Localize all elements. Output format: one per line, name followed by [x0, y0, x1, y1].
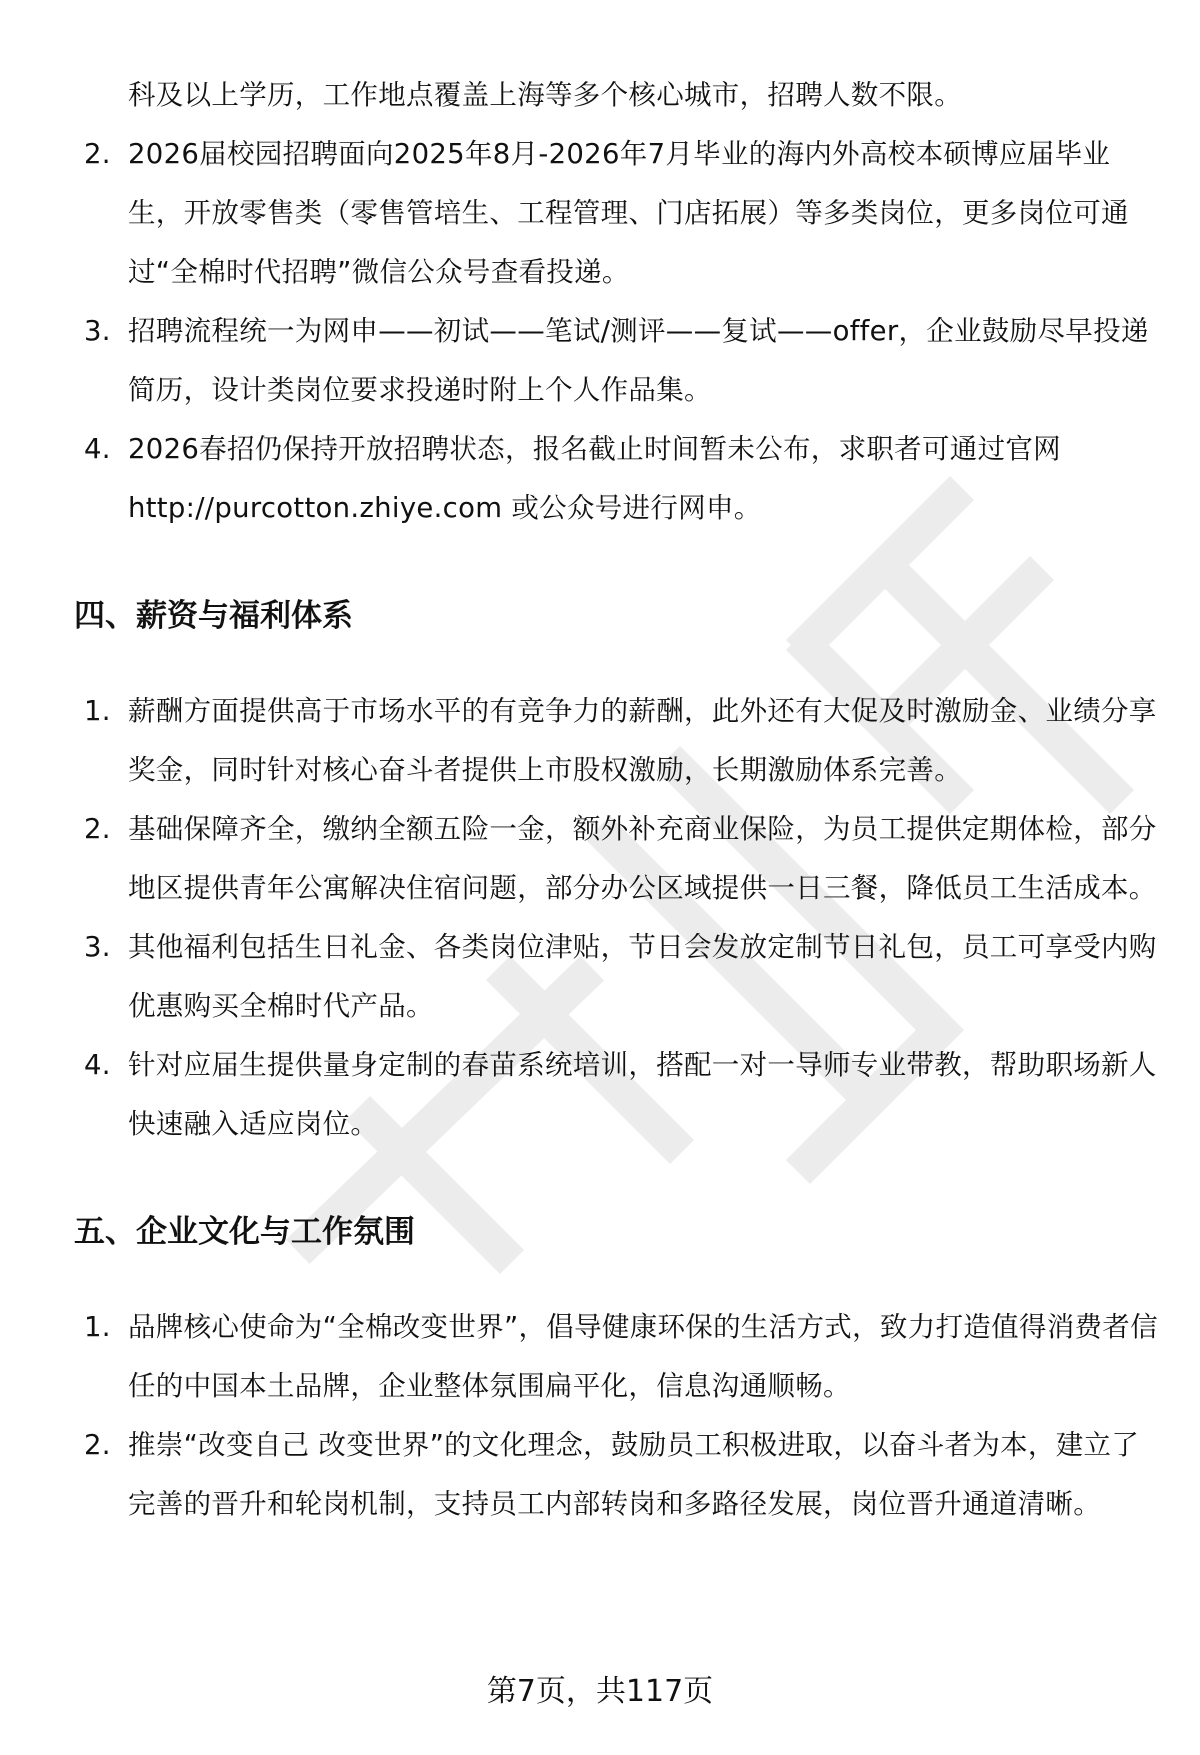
list-item-number: 2. [84, 813, 111, 845]
list-item [0, 682, 1200, 800]
list-item-number: 4. [84, 433, 111, 465]
list-item [0, 420, 1200, 538]
list-item-number: 2. [84, 138, 111, 170]
list-item-text: 针对应届生提供量身定制的春苗系统培训，搭配一对一导师专业带教，帮助职场新人快速融入适应岗位。 [128, 1049, 1157, 1140]
list-item-number: 1. [84, 695, 111, 727]
list-item-text: 2026届校园招聘面向2025年8月-2026年7月毕业的海内外高校本硕博应届毕业生，开放零售类（零售管培生、工程管理、门店拓展）等多类岗位，更多岗位可通过“全棉时代招聘”微信公众号查看投递。 [128, 138, 1129, 288]
section4-list [0, 682, 1200, 1154]
list-item-text: 基础保障齐全，缴纳全额五险一金，额外补充商业保险，为员工提供定期体检，部分地区提供青年公寓解决住宿问题，部分办公区域提供一日三餐，降低员工生活成本。 [128, 813, 1157, 904]
document-content [0, 66, 1200, 1534]
section-heading: 四、薪资与福利体系 [74, 598, 353, 634]
list-item-number: 4. [84, 1049, 111, 1081]
list-item-text: 薪酬方面提供高于市场水平的有竞争力的薪酬，此外还有大促及时激励金、业绩分享奖金，同时针对核心奋斗者提供上市股权激励，长期激励体系完善。 [128, 695, 1157, 786]
list-item-number: 3. [84, 931, 111, 963]
section5-list [0, 1298, 1200, 1534]
list-item [0, 918, 1200, 1036]
list-item [0, 1298, 1200, 1416]
list-item-number: 1. [84, 1311, 111, 1343]
list-item-text: 品牌核心使命为“全棉改变世界”，倡导健康环保的生活方式，致力打造值得消费者信任的中国本土品牌，企业整体氛围扁平化，信息沟通顺畅。 [128, 1311, 1158, 1402]
list-item [0, 125, 1200, 302]
list-item [0, 1036, 1200, 1154]
list-item [0, 800, 1200, 918]
list-item [0, 1416, 1200, 1534]
list-item [0, 302, 1200, 420]
list-item-text: 推崇“改变自己 改变世界”的文化理念，鼓励员工积极进取，以奋斗者为本，建立了完善的晋升和轮岗机制，支持员工内部转岗和多路径发展，岗位晋升通道清晰。 [128, 1429, 1140, 1520]
section-heading: 五、企业文化与工作氛围 [74, 1214, 415, 1250]
list-item-text: 其他福利包括生日礼金、各类岗位津贴，节日会发放定制节日礼包，员工可享受内购优惠购买全棉时代产品。 [128, 931, 1157, 1022]
list-item-continuation: 科及以上学历，工作地点覆盖上海等多个核心城市，招聘人数不限。 [128, 79, 962, 111]
list-item-number: 2. [84, 1429, 111, 1461]
page-footer: 第7页，共117页 [486, 1674, 714, 1709]
section3-list [0, 125, 1200, 538]
list-item-text: 招聘流程统一为网申——初试——笔试/测评——复试——offer，企业鼓励尽早投递简历，设计类岗位要求投递时附上个人作品集。 [128, 315, 1149, 406]
list-item-text: 2026春招仍保持开放招聘状态，报名截止时间暂未公布，求职者可通过官网 http://purcotton.zhiye.com 或公众号进行网申。 [128, 433, 1061, 524]
list-item-number: 3. [84, 315, 111, 347]
